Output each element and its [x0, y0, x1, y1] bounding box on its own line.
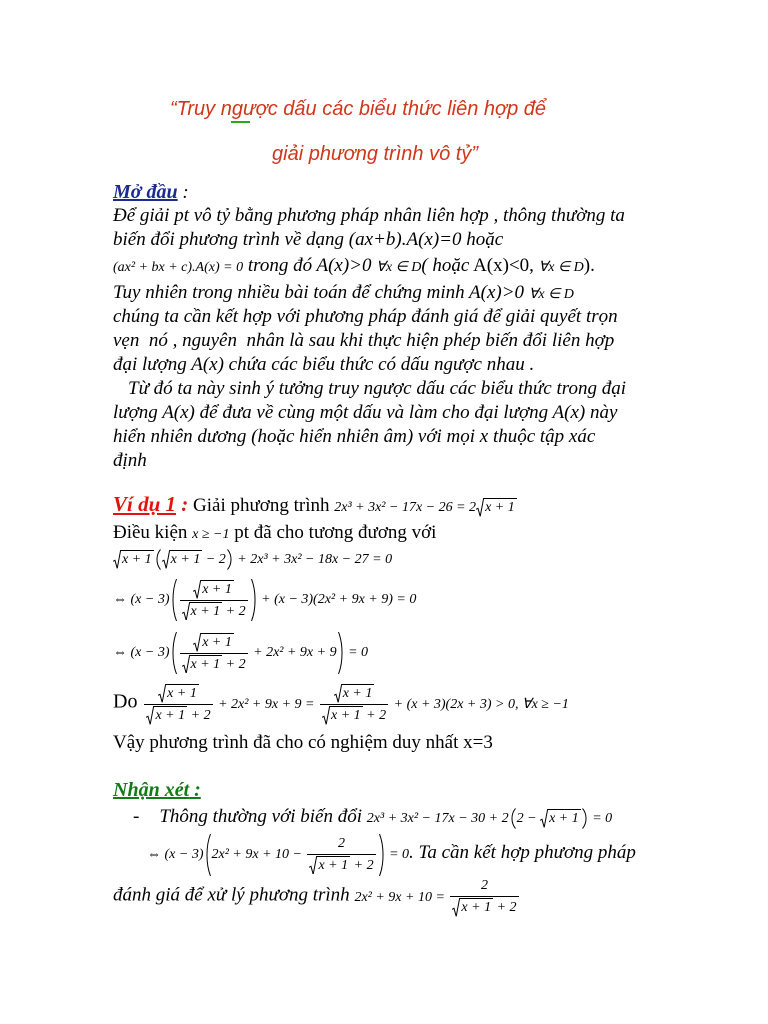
denominator: [180, 600, 248, 621]
radicand: x + 1: [202, 634, 232, 650]
right-paren: [582, 808, 588, 829]
radical-sign: [322, 706, 330, 725]
intro-heading: [113, 180, 189, 205]
square-root: [182, 602, 223, 621]
remark-line-1-tail: = 0: [588, 811, 613, 826]
intro-line-4-text: Tuy nhiên trong nhiều bài toán để chứng minh A(x)>0: [113, 282, 529, 303]
numerator: [144, 684, 212, 704]
radical-sign: [476, 498, 484, 517]
intro-line-1: Để giải pt vô tỷ bằng phương pháp nhân liên hợp , thông thường ta: [113, 205, 625, 226]
radicand: x + 1: [202, 581, 232, 597]
radical-sign: [540, 809, 548, 828]
remark-line-3-text: đánh giá để xử lý phương trình: [113, 884, 355, 906]
example-heading: [113, 492, 517, 520]
square-root: [162, 550, 203, 569]
remark-line-2: [147, 833, 636, 877]
example-label: Ví dụ 1: [113, 492, 177, 516]
radical-sign: [113, 550, 121, 569]
conclusion: Vậy phương trình đã cho có nghiệm duy nhất x=3: [113, 732, 493, 753]
intro-line-2: biến đổi phương trình về dạng (ax+b).A(x)=0 hoặc: [113, 229, 504, 250]
general-form-math: (ax² + bx + c).A(x) = 0: [113, 260, 244, 275]
fraction: [180, 633, 248, 674]
denominator: [307, 854, 375, 875]
denominator-tail: + 2: [187, 707, 211, 723]
remark-heading: [113, 778, 201, 803]
left-paren: [155, 549, 161, 570]
remark-line-1-inner: 2 −: [516, 811, 541, 826]
fraction: [180, 580, 248, 621]
numerator: 2: [480, 878, 488, 893]
intro-line-3: [113, 254, 595, 280]
intro-line-8: Từ đó ta này sinh ý tưởng truy ngược dấu các biểu thức trong đại: [128, 378, 626, 399]
square-root: [113, 550, 154, 569]
radical-sign: [452, 898, 460, 917]
remark-line-2-math: [147, 835, 410, 873]
square-root: [309, 856, 350, 875]
title-line-1: “Truy ngược dấu các biểu thức liên hợp để: [170, 98, 547, 120]
step-3-tail: = 0: [344, 645, 369, 661]
left-paren: [205, 833, 211, 877]
radicand: x + 1: [485, 500, 515, 515]
remark-line-2-lead: ⇔ (x − 3): [147, 847, 204, 863]
intro-line-3-text-1: trong đó A(x)>0: [243, 255, 377, 276]
radicand: x + 1: [461, 899, 492, 915]
denominator-tail: + 2: [222, 656, 246, 672]
equation-lhs: 2x³ + 3x² − 17x − 26 = 2: [334, 500, 477, 515]
remark-line-1-lhs: 2x³ + 3x² − 17x − 30 + 2: [366, 811, 509, 826]
denominator: [320, 704, 388, 725]
right-paren: [227, 549, 233, 570]
square-root: [146, 706, 187, 725]
step-3-inner: + 2x² + 9x + 9: [249, 645, 337, 661]
bullet: -: [133, 806, 140, 827]
intro-heading-suffix: :: [177, 182, 189, 203]
denominator: [180, 653, 248, 674]
spellcheck-underline: [231, 121, 250, 123]
fraction: [307, 836, 375, 875]
example-label-suffix: :: [176, 492, 189, 516]
fraction: [144, 684, 212, 725]
do-math: [142, 686, 569, 723]
radicand: x + 1: [190, 603, 221, 619]
step-3: [113, 631, 368, 675]
intro-line-6: vẹn nó , nguyên nhân là sau khi thực hiện phép biến đổi liên hợp: [113, 330, 615, 351]
radical-sign: [158, 684, 166, 703]
remark-line-1: [133, 805, 612, 831]
radicand: x + 1: [170, 552, 201, 567]
step-1: [113, 546, 392, 572]
do-mid: + 2x² + 9x + 9 =: [214, 696, 318, 712]
step-2-tail: + (x − 3)(2x² + 9x + 9) = 0: [257, 592, 417, 608]
numerator: [320, 684, 388, 704]
square-root: [193, 633, 234, 652]
intro-line-9: lượng A(x) để đưa về cùng một dấu và làm cho đại lượng A(x) này: [113, 402, 618, 423]
example-task: Giải phương trình: [188, 495, 335, 516]
remark-line-3-math: [354, 878, 520, 915]
square-root: [334, 684, 375, 703]
square-root: [476, 498, 517, 517]
do-line: [113, 684, 569, 725]
square-root: [322, 706, 363, 725]
radicand: x + 1: [122, 552, 152, 567]
radical-sign: [334, 684, 342, 703]
denominator: [450, 896, 518, 917]
remark-line-3: [113, 878, 521, 917]
intro-line-3-text-4: ).: [583, 255, 595, 276]
numerator: [180, 580, 248, 600]
step-2: [113, 578, 416, 622]
left-paren: [510, 808, 516, 829]
radical-sign: [182, 655, 190, 674]
radicand: x + 1: [549, 811, 579, 826]
right-paren: [379, 833, 385, 877]
remark-line-1-text: Thông thường với biến đổi: [159, 806, 367, 827]
step-1-minus-two: − 2: [202, 552, 226, 567]
radical-sign: [146, 706, 154, 725]
radicand: x + 1: [190, 656, 221, 672]
condition-math: x ≥ −1: [192, 527, 230, 542]
right-paren: [251, 578, 257, 622]
example-equation: [334, 500, 517, 515]
remark-heading-suffix: :: [189, 779, 201, 801]
left-paren: [171, 631, 177, 675]
remark-line-1-math: [367, 811, 612, 826]
radical-sign: [193, 633, 201, 652]
step-2-math: [113, 581, 417, 619]
remark-line-2-text: . Ta cần kết hợp phương pháp: [409, 842, 636, 864]
radical-sign: [182, 602, 190, 621]
do-label: Do: [113, 690, 143, 713]
step-1-tail: + 2x³ + 3x² − 18x − 27 = 0: [233, 552, 393, 567]
do-tail: + (x + 3)(2x + 3) > 0, ∀x ≥ −1: [390, 696, 569, 712]
intro-heading-label: Mở đầu: [113, 181, 178, 203]
forall-math: ∀x ∈ D: [528, 287, 574, 302]
left-paren: [171, 578, 177, 622]
intro-line-7: đại lượng A(x) chứa các biểu thức có dấu ngược nhau .: [113, 354, 535, 375]
condition-line: [113, 521, 436, 547]
step-1-math: [113, 552, 392, 567]
radicand: x + 1: [155, 707, 186, 723]
forall-math: ∀x ∈ D: [376, 260, 422, 275]
radicand: x + 1: [318, 857, 349, 873]
square-root: [182, 655, 223, 674]
denominator-tail: + 2: [222, 603, 246, 619]
remark-line-3-lhs: 2x² + 9x + 10 =: [354, 889, 449, 905]
intro-line-3-text-2: ( hoặc: [421, 255, 470, 276]
denominator-tail: + 2: [362, 707, 387, 723]
numerator: [180, 633, 248, 653]
denominator-tail: + 2: [493, 899, 517, 915]
step-3-math: [113, 634, 369, 672]
condition-tail: pt đã cho tương đương với: [229, 522, 437, 543]
radicand: x + 1: [331, 707, 361, 723]
numerator: 2: [338, 835, 346, 851]
remark-heading-label: Nhận xét: [113, 779, 190, 801]
radical-sign: [162, 550, 170, 569]
radicand: x + 1: [342, 686, 373, 701]
denominator-tail: + 2: [350, 857, 374, 873]
square-root: [452, 898, 493, 917]
denominator: [144, 704, 212, 725]
remark-line-2-inner: 2x² + 9x + 10 −: [211, 847, 306, 863]
square-root: [158, 684, 199, 703]
condition-label: Điều kiện: [113, 522, 193, 543]
radical-sign: [193, 580, 201, 599]
step-3-lead: ⇔ (x − 3): [113, 645, 170, 661]
intro-line-3-text-3: A(x)<0,: [469, 255, 539, 276]
radicand: x + 1: [167, 686, 197, 701]
radical-sign: [309, 856, 317, 875]
intro-line-4: [113, 281, 574, 307]
fraction: [320, 684, 388, 725]
right-paren: [338, 631, 344, 675]
square-root: [193, 580, 234, 599]
fraction: [450, 878, 518, 917]
forall-math: ∀x ∈ D: [538, 260, 584, 275]
intro-line-10: hiển nhiên dương (hoặc hiển nhiên âm) với mọi x thuộc tập xác: [113, 426, 596, 447]
intro-line-11: định: [113, 450, 147, 471]
square-root: [540, 809, 581, 828]
intro-line-5: chúng ta cần kết hợp với phương pháp đánh giá để giải quyết trọn: [113, 306, 618, 327]
title-line-2: giải phương trình vô tỷ”: [272, 143, 478, 165]
step-2-lead: ⇔ (x − 3): [113, 592, 170, 608]
remark-line-2-tail: = 0: [385, 847, 410, 863]
